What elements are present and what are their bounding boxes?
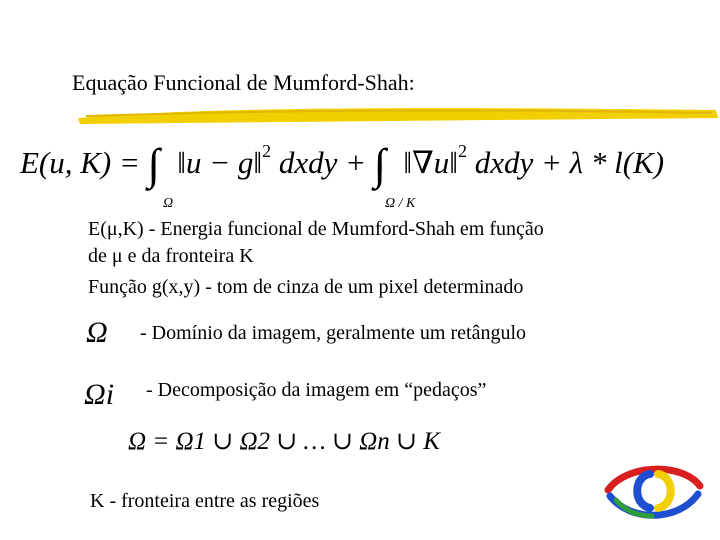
formula-integrand-1: ‖u − g‖ [177,145,263,180]
formula-lhs: E(u, K) = [20,145,140,180]
formula-power-1: 2 [262,141,272,161]
slide-title: Equação Funcional de Mumford-Shah: [72,70,415,95]
eye-logo-icon [604,460,704,526]
formula-term-2: dxdy + λ * l(K) [474,145,665,180]
formula-domain-1: Ω [163,196,174,211]
omega-description: - Domínio da imagem, geralmente um retângulo [140,322,526,344]
omega-i-symbol: Ωi [84,378,115,411]
omega-symbol: Ω [86,316,108,349]
formula-term-1: dxdy + [278,145,367,180]
formula-integrand-2: ‖∇u‖ [403,145,458,180]
text-line-3: Função g(x,y) - tom de cinza de um pixel determinado [88,276,524,298]
union-formula: Ω = Ω1 ∪ Ω2 ∪ … ∪ Ωn ∪ K [128,428,440,455]
text-line-1: E(μ,K) - Energia funcional de Mumford-Shah em função [88,218,544,240]
mumford-shah-formula [20,133,665,189]
footer-text: K - fronteira entre as regiões [90,490,320,512]
omega-i-description: - Decomposição da imagem em “pedaços” [146,379,487,401]
formula-domain-2: Ω / K [385,196,416,211]
text-line-2: de μ e da fronteira K [88,245,254,267]
formula-power-2: 2 [457,141,467,161]
title-underline-brushstroke [76,104,720,128]
